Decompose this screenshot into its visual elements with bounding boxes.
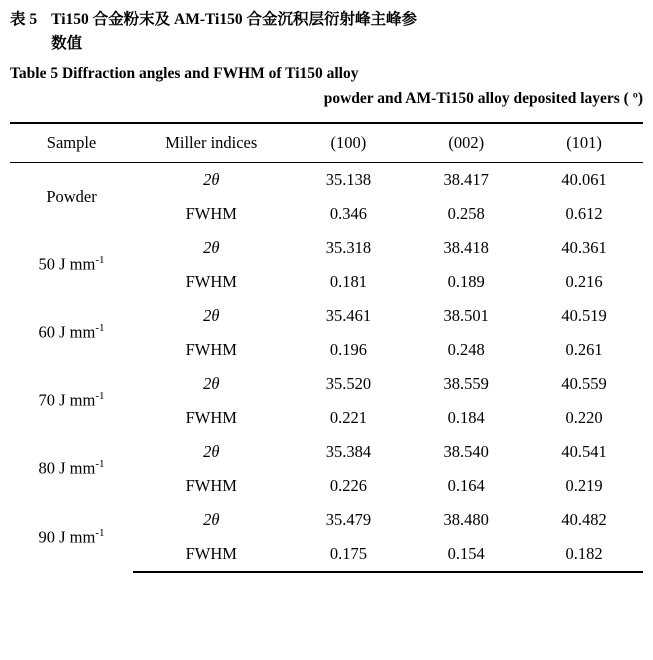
sample-exponent: -1: [95, 390, 105, 403]
cell-value: 40.519: [561, 305, 607, 325]
cell-value: 35.461: [325, 305, 372, 325]
cell-value: 0.248: [447, 339, 485, 359]
column-header-100: (100): [289, 123, 407, 163]
metric-symbol: 2θ: [203, 509, 220, 529]
cell-value: 35.138: [325, 169, 372, 189]
caption-chinese: [10, 8, 643, 56]
cell-metric-name: [133, 231, 289, 265]
sample-exponent: -1: [95, 526, 105, 539]
metric-symbol: 2θ: [203, 373, 220, 393]
cell-value: 0.154: [407, 537, 525, 572]
cell-sample: 60 J $mm^{-1}$: [38, 322, 105, 342]
table-row: [10, 367, 643, 401]
cell-sample: 50 J $mm^{-1}$: [38, 254, 105, 274]
cell-sample: 90 J $mm^{-1}$: [38, 526, 105, 547]
cell-value: 40.541: [561, 441, 607, 461]
caption-english-line2: powder and AM-Ti150 alloy deposited layers ( º): [323, 89, 643, 107]
cell-sample: 80 J $mm^{-1}$: [38, 458, 105, 478]
cell-value: 38.540: [443, 441, 489, 461]
cell-metric-name: FWHM: [185, 407, 237, 427]
table-row: [10, 299, 643, 333]
cell-value: 0.219: [565, 475, 603, 495]
cell-value: 40.559: [561, 373, 607, 393]
cell-value: 0.346: [329, 203, 367, 223]
cell-value: 35.318: [325, 237, 372, 257]
cell-metric-name: [133, 435, 289, 469]
cell-value: 0.258: [447, 203, 485, 223]
cell-metric-name: [133, 367, 289, 401]
cell-metric-name: FWHM: [185, 203, 237, 223]
cell-value: 0.181: [329, 271, 367, 291]
caption-chinese-line1: Ti150 合金粉末及 AM-Ti150 合金沉积层衍射峰主峰参: [51, 11, 417, 28]
metric-symbol: 2θ: [203, 237, 220, 257]
cell-value: 35.479: [325, 509, 372, 529]
cell-value: 0.226: [329, 475, 367, 495]
caption-chinese-line2: 数值: [51, 35, 83, 53]
table-row: [10, 162, 643, 197]
sample-exponent: -1: [95, 322, 105, 335]
sample-exponent: -1: [95, 458, 105, 471]
cell-value: 0.216: [565, 271, 603, 291]
cell-value: 40.482: [561, 509, 607, 529]
cell-metric-name: FWHM: [185, 339, 237, 359]
cell-value: 0.184: [447, 407, 485, 427]
cell-value: 38.501: [443, 305, 489, 325]
cell-metric-name: [133, 162, 289, 197]
metric-symbol: 2θ: [203, 305, 220, 325]
cell-value: 0.175: [289, 537, 407, 572]
column-header-002: (002): [407, 123, 525, 163]
table-row: [10, 435, 643, 469]
metric-symbol: 2θ: [203, 169, 220, 189]
table-header-row: [10, 123, 643, 163]
cell-value: 0.221: [329, 407, 367, 427]
sample-exponent: -1: [95, 254, 105, 267]
cell-value: 0.261: [565, 339, 603, 359]
caption-english-line1: Table 5 Diffraction angles and FWHM of Ti150 alloy: [10, 65, 359, 83]
cell-value: 0.189: [447, 271, 485, 291]
cell-sample: Powder: [46, 186, 97, 206]
cell-value: 38.417: [443, 169, 489, 189]
cell-value: 0.182: [525, 537, 643, 572]
cell-metric-name: FWHM: [185, 475, 237, 495]
cell-value: 38.559: [443, 373, 489, 393]
column-header-101: (101): [525, 123, 643, 163]
cell-value: 0.196: [329, 339, 367, 359]
metric-symbol: 2θ: [203, 441, 220, 461]
cell-value: 35.384: [325, 441, 372, 461]
table-row: [10, 231, 643, 265]
cell-sample: 70 J $mm^{-1}$: [38, 390, 105, 410]
cell-value: 40.061: [561, 169, 607, 189]
caption-chinese-text: [51, 8, 417, 56]
cell-value: 0.220: [565, 407, 603, 427]
column-header-sample: Sample: [10, 123, 133, 163]
cell-value: 0.612: [565, 203, 603, 223]
cell-metric-name: FWHM: [133, 537, 289, 572]
diffraction-table: [10, 122, 643, 573]
table-row: [10, 503, 643, 537]
cell-metric-name: [133, 503, 289, 537]
table-body: [10, 162, 643, 572]
cell-value: 40.361: [561, 237, 607, 257]
column-header-miller-indices: Miller indices: [133, 123, 289, 163]
cell-metric-name: [133, 299, 289, 333]
cell-value: 0.164: [447, 475, 485, 495]
cell-metric-name: FWHM: [185, 271, 237, 291]
caption-chinese-label: 表 5: [10, 11, 38, 28]
cell-value: 35.520: [325, 373, 372, 393]
cell-value: 38.418: [443, 237, 489, 257]
caption-english: [10, 62, 643, 112]
table-head: [10, 123, 643, 163]
cell-value: 38.480: [443, 509, 489, 529]
